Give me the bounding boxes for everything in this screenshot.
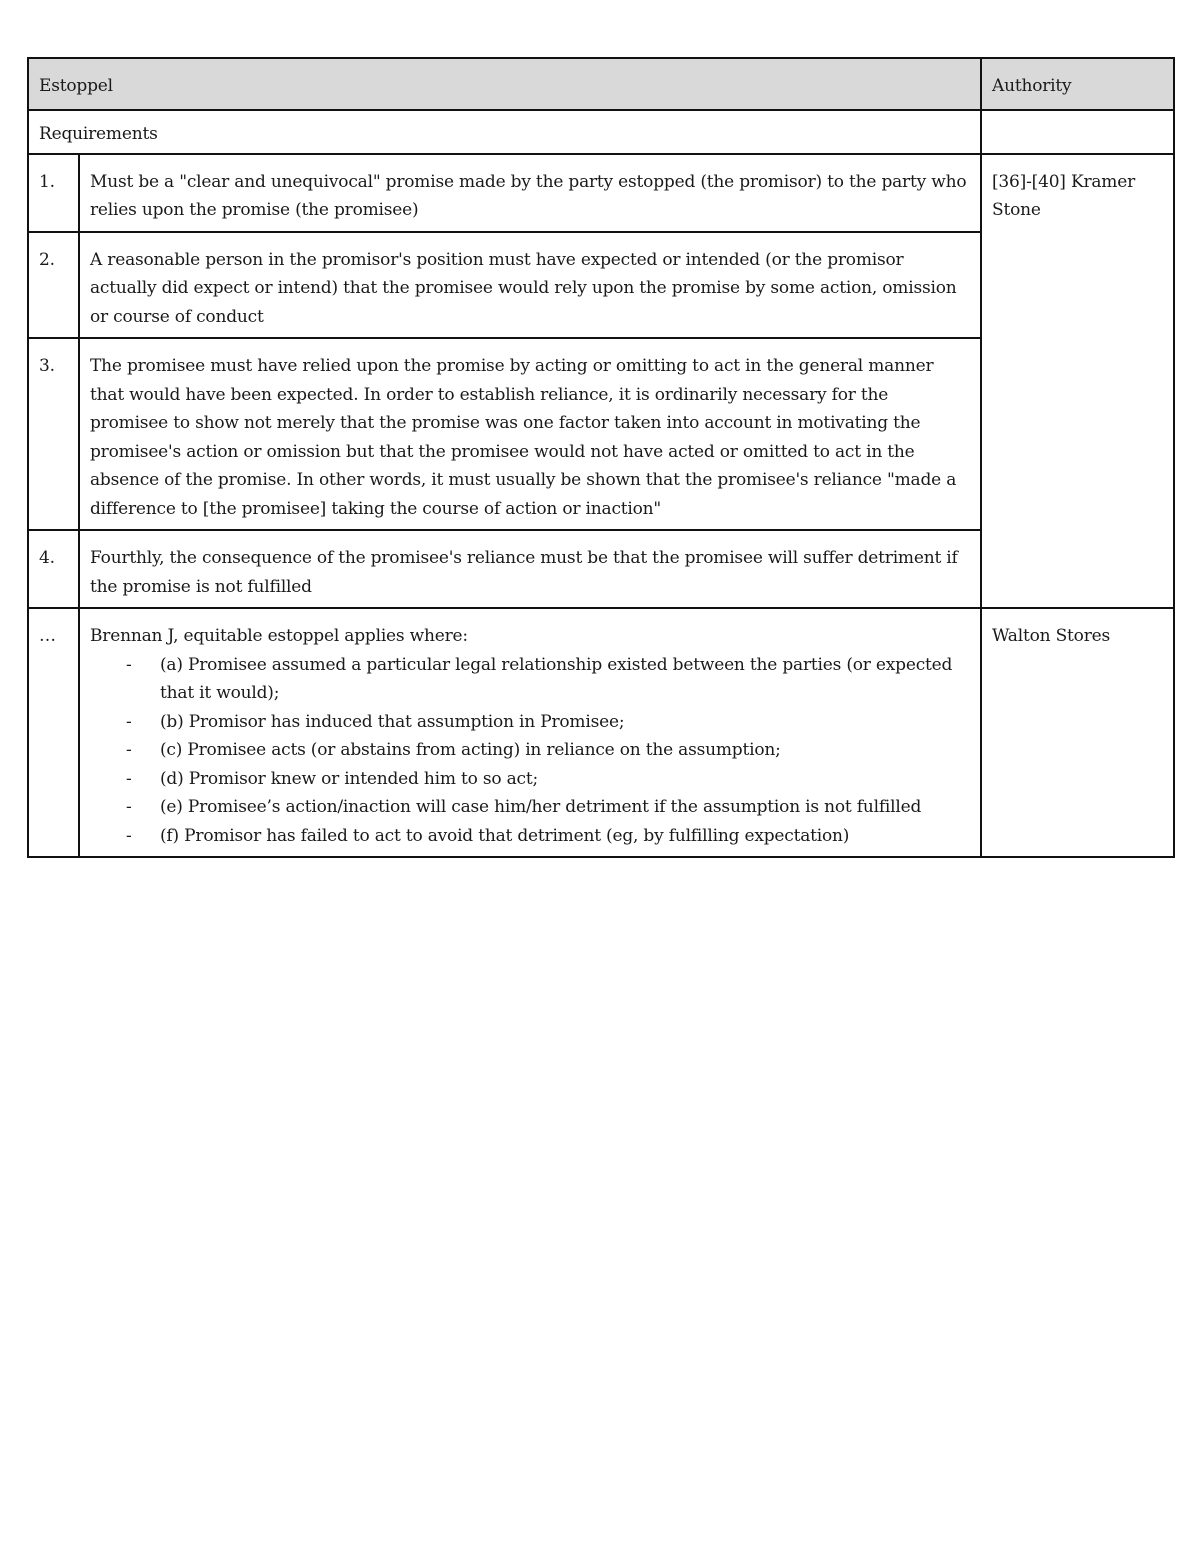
row-number: 2.: [28, 232, 79, 339]
requirements-label-authority-cell: [981, 110, 1174, 154]
requirements-label-row: [28, 110, 1174, 154]
list-item-text: (e) Promisee’s action/inaction will case him/her detriment if the assumption is not fulfilled: [160, 797, 922, 817]
requirement-text: Must be a "clear and unequivocal" promise made by the party estopped (the promisor) to the party who relies upon the promise (the promisee): [79, 154, 981, 232]
header-estoppel: Estoppel: [28, 58, 981, 110]
row-number: …: [28, 608, 79, 857]
requirements-label: Requirements: [28, 110, 981, 154]
list-item-text: (b) Promisor has induced that assumption in Promisee;: [160, 711, 625, 732]
row-number: 4.: [28, 530, 79, 608]
table-row: [28, 608, 1174, 857]
equitable-estoppel-cell: [79, 608, 981, 857]
equitable-estoppel-intro: Brennan J, equitable estoppel applies where:: [90, 626, 468, 646]
equitable-estoppel-list: [90, 651, 970, 851]
list-item: [126, 736, 970, 765]
row-number: 3.: [28, 338, 79, 530]
bullet-dash: -: [126, 825, 132, 846]
table-header-row: [28, 58, 1174, 110]
requirement-text: A reasonable person in the promisor's position must have expected or intended (or the promisor actually did expect or intend) that the promisee would rely upon the promise by some action, omission or course of conduct: [79, 232, 981, 339]
list-item-text: (c) Promisee acts (or abstains from acting) in reliance on the assumption;: [160, 740, 781, 760]
estoppel-table: [27, 57, 1175, 858]
requirements-authority: [36]-[40] Kramer Stone: [981, 154, 1174, 609]
requirement-text: Fourthly, the consequence of the promisee's reliance must be that the promisee will suffer detriment if the promise is not fulfilled: [79, 530, 981, 608]
row-number: 1.: [28, 154, 79, 232]
bullet-dash: -: [126, 654, 132, 675]
header-authority: Authority: [981, 58, 1174, 110]
bullet-dash: -: [126, 768, 132, 789]
list-item: [126, 822, 970, 851]
list-item: [126, 765, 970, 794]
list-item-text: (d) Promisor knew or intended him to so act;: [160, 768, 539, 789]
list-item: [126, 708, 970, 737]
list-item: [126, 793, 970, 822]
list-item-text: (a) Promisee assumed a particular legal relationship existed between the parties (or expected that it would);: [160, 654, 953, 703]
list-item-text: (f) Promisor has failed to act to avoid that detriment (eg, by fulfilling expectation): [160, 825, 850, 846]
equitable-estoppel-authority: Walton Stores: [981, 608, 1174, 857]
requirement-text: The promisee must have relied upon the promise by acting or omitting to act in the general manner that would have been expected. In order to establish reliance, it is ordinarily necessary for the promisee to show not merely that the promise was one factor taken into account in motivating the promisee's action or omission but that the promisee would not have acted or omitted to act in the absence of the promise. In other words, it must usually be shown that the promisee's reliance "made a difference to [the promisee] taking the course of action or inaction": [79, 338, 981, 530]
bullet-dash: -: [126, 797, 132, 817]
bullet-dash: -: [126, 740, 132, 760]
list-item: [126, 651, 970, 708]
table-row: [28, 154, 1174, 232]
bullet-dash: -: [126, 711, 132, 732]
